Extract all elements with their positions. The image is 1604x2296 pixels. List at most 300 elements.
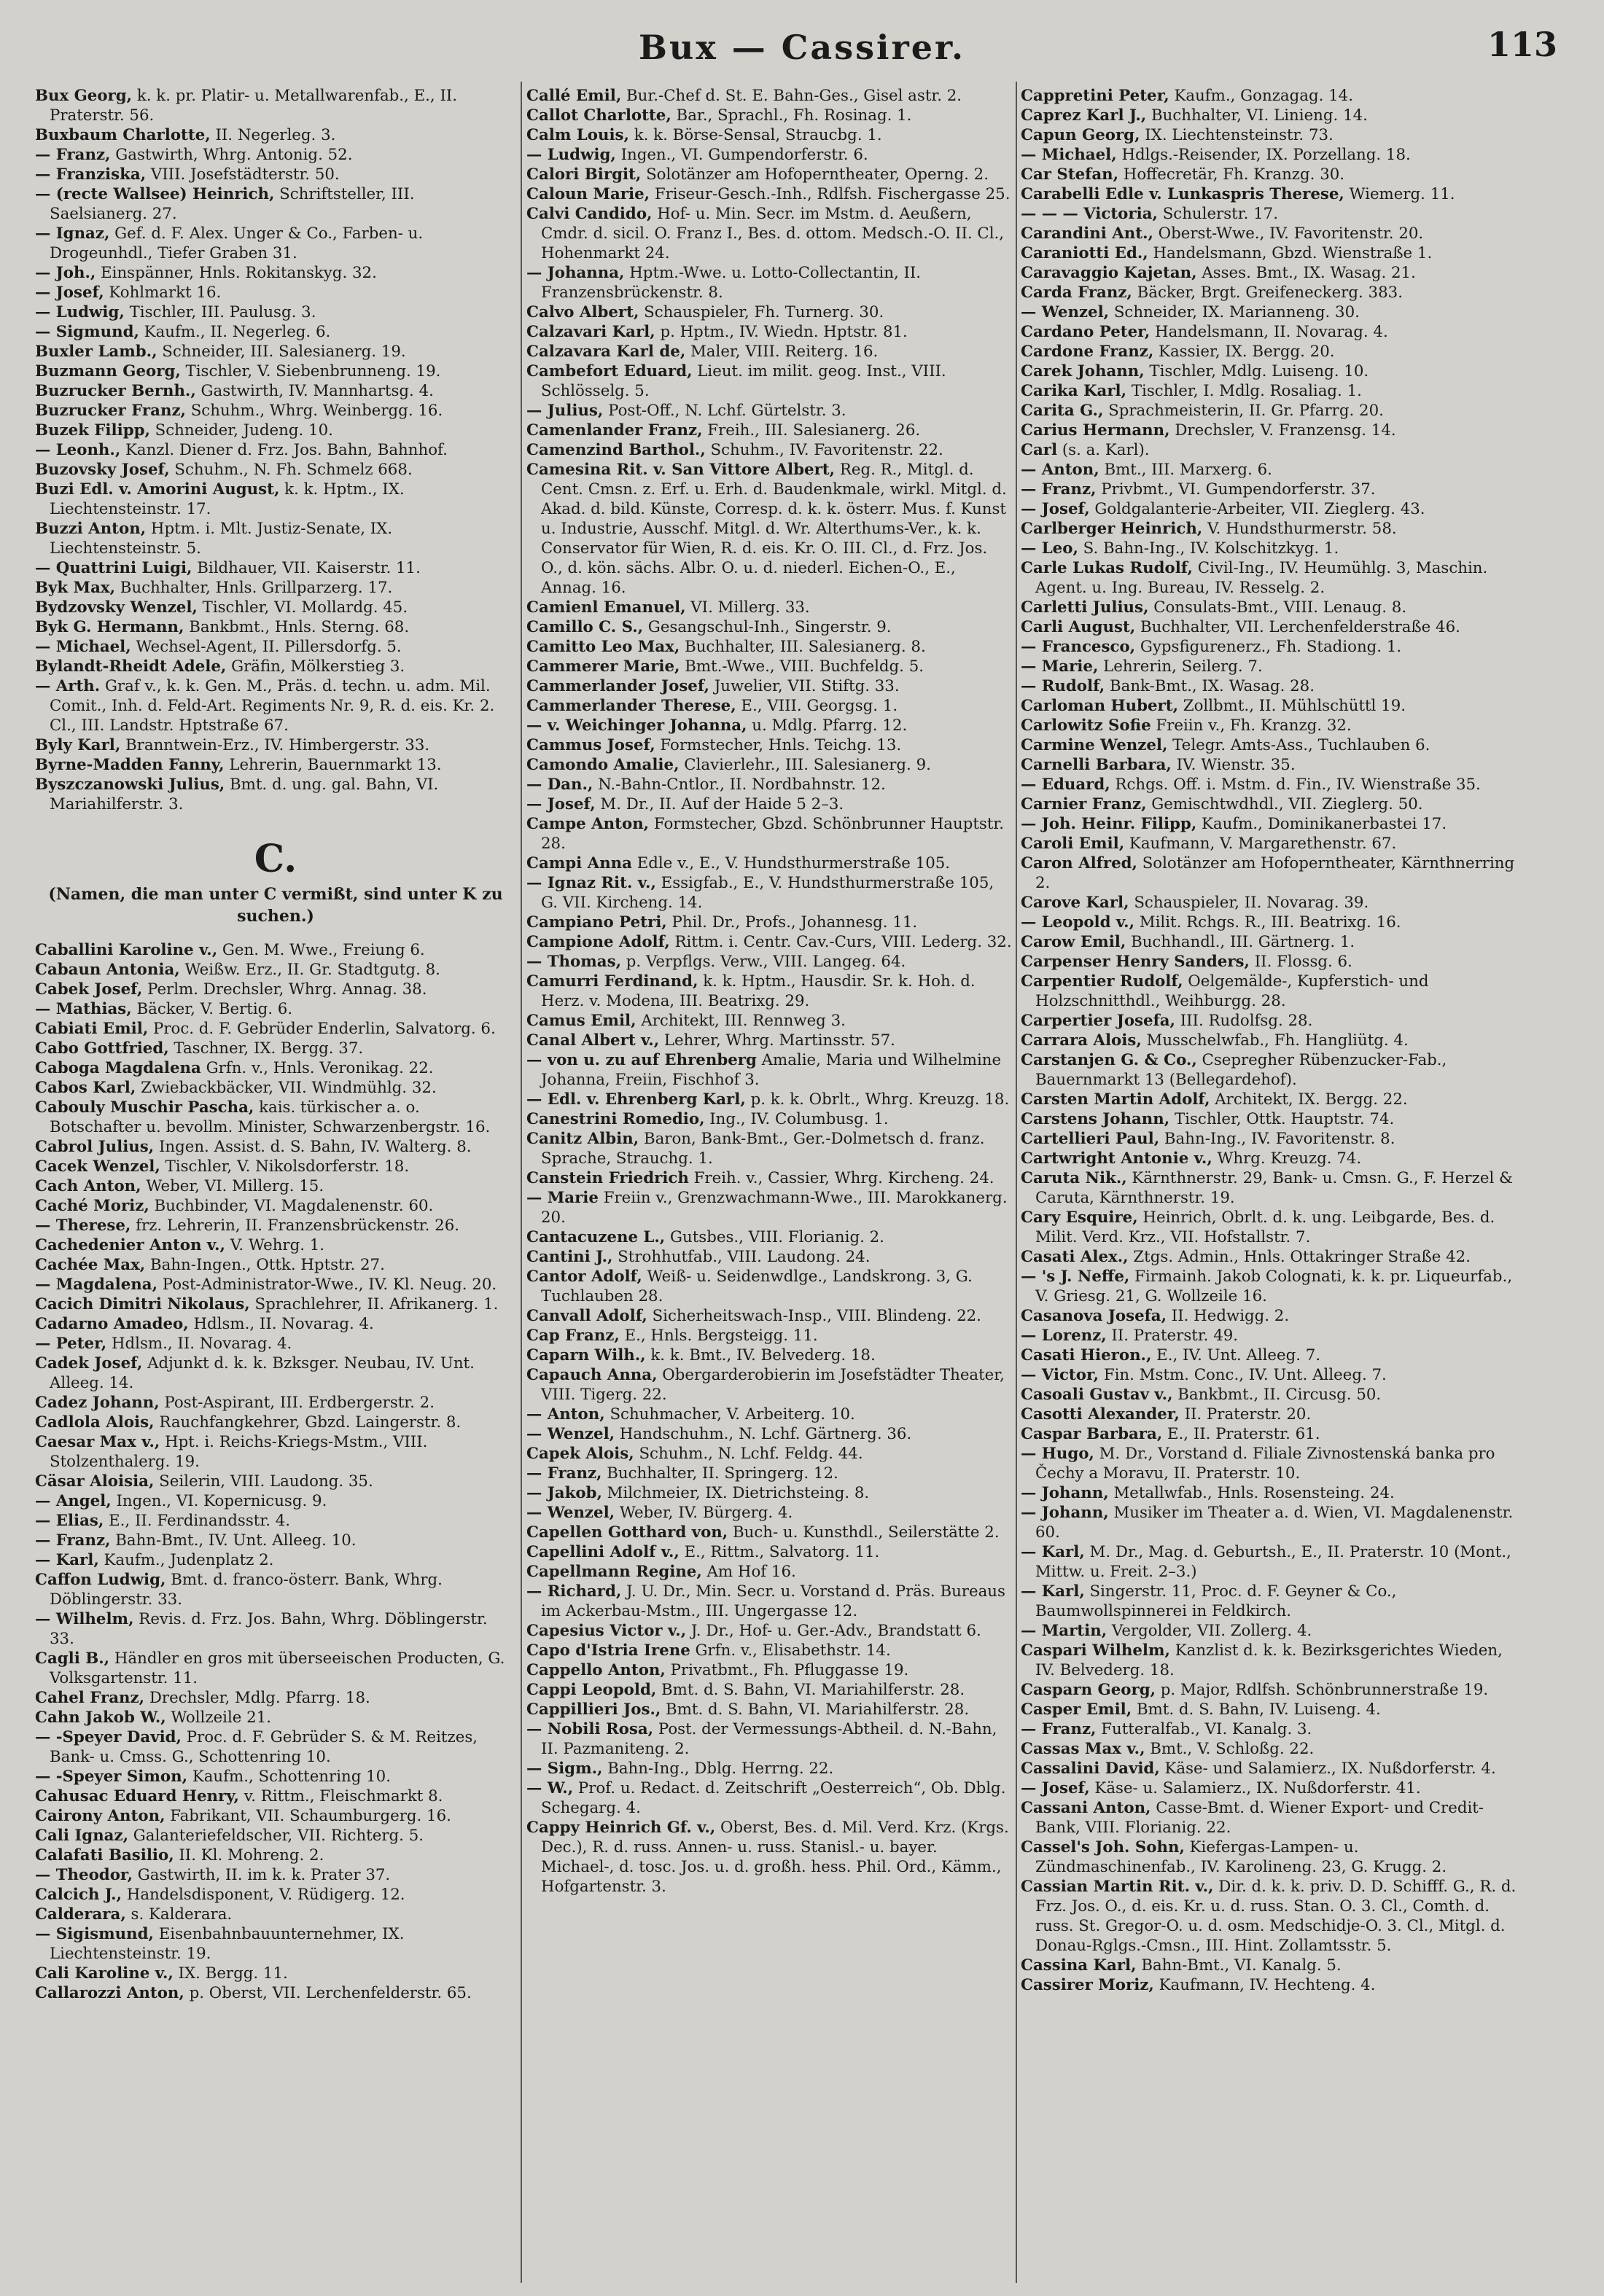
entry-details: Lehrerin, Seilerg. 7. — [1098, 657, 1263, 676]
entry-name: Capek Alois, — [526, 1445, 634, 1463]
entry-details: Bäcker, V. Bertig. 6. — [131, 1000, 293, 1018]
entry-details: II. Hedwigg. 2. — [1167, 1307, 1290, 1325]
entry-details: Hdlsm., II. Novarag. 4. — [188, 1315, 374, 1333]
directory-entry — [1021, 893, 1524, 913]
directory-entry — [526, 1641, 1012, 1660]
directory-entry — [35, 980, 516, 999]
entry-name: Carstanjen G. & Co., — [1021, 1051, 1197, 1069]
directory-entry — [1021, 283, 1524, 302]
entry-name: — Jakob, — [526, 1484, 602, 1502]
entry-name: Camenlander Franz, — [526, 421, 703, 440]
entry-details: Gastwirth, IV. Mannhartsg. 4. — [195, 382, 434, 400]
entry-name: Caruta Nik., — [1021, 1169, 1127, 1187]
directory-entry — [35, 1019, 516, 1039]
entry-name: Capellmann Regine, — [526, 1563, 702, 1581]
directory-entry — [526, 755, 1012, 775]
directory-entry — [35, 940, 516, 960]
directory-entry — [1021, 480, 1524, 499]
entry-name: Cantacuzene L., — [526, 1228, 666, 1246]
directory-entry — [526, 735, 1012, 755]
entry-name: — Edl. v. Ehrenberg Karl, — [526, 1090, 746, 1109]
entry-details: Edle v., E., V. Hundsthurmerstraße 105. — [631, 854, 951, 872]
directory-entry — [35, 1334, 516, 1354]
entry-details: Futteralfab., VI. Kanalg. 3. — [1096, 1720, 1312, 1738]
entry-name: Cabiati Emil, — [35, 1020, 149, 1038]
entry-details: Gutsbes., VIII. Florianig. 2. — [665, 1228, 884, 1246]
entry-details: Goldgalanterie-Arbeiter, VII. Zieglerg. 43. — [1089, 500, 1425, 518]
directory-entry — [35, 1196, 516, 1216]
entry-name: — Joh., — [35, 264, 96, 282]
entry-name: Buzrucker Bernh., — [35, 382, 196, 400]
entry-name: Cali Karoline v., — [35, 1964, 174, 1983]
entry-name: Buzek Filipp, — [35, 421, 150, 440]
directory-entry — [1021, 440, 1524, 460]
directory-entry — [35, 1432, 516, 1472]
entry-name: — Angel, — [35, 1492, 112, 1510]
entry-name: Casoali Gustav v., — [1021, 1386, 1173, 1404]
entry-details: p. Hptm., IV. Wiedn. Hptstr. 81. — [655, 323, 908, 341]
entry-name: Cabos Karl, — [35, 1079, 136, 1097]
directory-entry — [1021, 342, 1524, 362]
entry-name: Bydzovsky Wenzel, — [35, 598, 198, 617]
entry-details: Tischler, V. Siebenbrunneng. 19. — [180, 362, 441, 380]
directory-entry — [35, 381, 516, 401]
entry-name: Bylandt-Rheidt Adele, — [35, 657, 227, 676]
entry-details: Gastwirth, Whrg. Antonig. 52. — [110, 146, 353, 164]
directory-entry — [526, 1129, 1012, 1168]
directory-entry — [35, 125, 516, 145]
entry-name: Cappi Leopold, — [526, 1681, 657, 1699]
entry-name: Carita G., — [1021, 402, 1104, 420]
directory-entry — [526, 165, 1012, 184]
entry-details: Proc. d. F. Gebrüder Enderlin, Salvatorg. 6. — [148, 1020, 496, 1038]
directory-entry — [526, 1405, 1012, 1424]
entry-name: Canestrini Romedio, — [526, 1110, 705, 1128]
entry-details: Oelgemälde-, Kupferstich- und Holzschnitthdl., Weihburgg. 28. — [1035, 972, 1429, 1010]
entry-details: Am Hof 16. — [701, 1563, 796, 1581]
directory-entry — [1021, 106, 1524, 125]
entry-details: Fin. Mstm. Conc., IV. Unt. Alleeg. 7. — [1099, 1366, 1387, 1384]
column-2 — [526, 86, 1012, 2287]
directory-entry — [35, 558, 516, 578]
directory-entry — [526, 794, 1012, 814]
entry-details: Post. der Vermessungs-Abtheil. d. N.-Bahn, II. Pazmaniteng. 2. — [541, 1720, 997, 1758]
entry-name: Calori Birgit, — [526, 165, 642, 184]
entry-name: — Franziska, — [35, 165, 147, 184]
entry-name: — Johann, — [1021, 1504, 1109, 1522]
directory-entry — [526, 204, 1012, 263]
entry-details: Amalie, Maria und Wilhelmine Johanna, Freiin, Fischhof 3. — [541, 1051, 1002, 1089]
column-3 — [1021, 86, 1524, 2287]
directory-entry — [526, 342, 1012, 362]
directory-entry — [1021, 814, 1524, 834]
entry-details: Obergarderobierin im Josefstädter Theater, VIII. Tigerg. 22. — [541, 1366, 1005, 1404]
entry-name: Campe Anton, — [526, 815, 650, 833]
directory-entry — [526, 1109, 1012, 1129]
directory-entry — [35, 302, 516, 322]
entry-name: Carpenser Henry Sanders, — [1021, 953, 1250, 971]
entry-name: Canal Albert v., — [526, 1031, 660, 1050]
entry-name: Cassas Max v., — [1021, 1740, 1145, 1758]
entry-name: Carlowitz Sofie — [1021, 716, 1151, 735]
entry-name: Caraniotti Ed., — [1021, 244, 1148, 262]
entry-details: Schuhm., IV. Favoritenstr. 22. — [705, 441, 943, 459]
directory-entry — [526, 1227, 1012, 1247]
directory-entry — [1021, 1739, 1524, 1759]
directory-entry — [1021, 1641, 1524, 1680]
directory-entry — [526, 421, 1012, 440]
directory-entry — [1021, 1267, 1524, 1306]
entry-details: Schriftsteller, III. Saelsianerg. 27. — [50, 185, 415, 223]
entry-details: Bmt., III. Marxerg. 6. — [1099, 461, 1272, 479]
directory-entry — [35, 1216, 516, 1235]
directory-entry — [1021, 362, 1524, 381]
entry-name: Carsten Martin Adolf, — [1021, 1090, 1210, 1109]
entry-details: Bmt. d. S. Bahn, VI. Mariahilferstr. 28. — [656, 1681, 965, 1699]
directory-entry — [526, 598, 1012, 617]
directory-entry — [35, 1058, 516, 1078]
directory-entry — [35, 578, 516, 598]
directory-entry — [35, 1176, 516, 1196]
directory-entry — [1021, 1109, 1524, 1129]
directory-entry — [1021, 165, 1524, 184]
entry-details: Kärnthnerstr. 29, Bank- u. Cmsn. G., F. Herzel & Caruta, Kärnthnerstr. 19. — [1035, 1169, 1513, 1207]
entry-details: v. Rittm., Fleischmarkt 8. — [238, 1787, 443, 1805]
directory-entry — [1021, 302, 1524, 322]
entry-name: — Ignaz Rit. v., — [526, 874, 656, 892]
entry-details: Privbmt., VI. Gumpendorferstr. 37. — [1096, 480, 1376, 499]
entry-details: Bmt. d. ung. gal. Bahn, VI. Mariahilferstr. 3. — [50, 776, 439, 813]
entry-details: Handelsdisponent, V. Rüdigerg. 12. — [122, 1886, 405, 1904]
entry-details: Csepregher Rübenzucker-Fab., Bauernmarkt 13 (Bellegardehof). — [1035, 1051, 1447, 1089]
entry-name: Capesius Victor v., — [526, 1622, 687, 1640]
directory-entry — [1021, 499, 1524, 519]
entry-details: Schulerstr. 17. — [1157, 205, 1278, 223]
entry-details: Dir. d. k. k. priv. D. D. Schifff. G., R. d. Frz. Jos. O., d. eis. Kr. u. d. russ. Stan. O. 3. Cl., Comth. d. russ. St. Gregor-O. u. d. osm. Medschidje-O. 3. Cl., Mitgl. d. Donau-Rglgs.-Cmsn., III. Hint. Zollamtsstr. 5. — [1035, 1878, 1517, 1955]
entry-name: Caloun Marie, — [526, 185, 650, 203]
entry-name: Cadlola Alois, — [35, 1413, 155, 1432]
entry-details: Galanteriefeldscher, VII. Richterg. 5. — [128, 1827, 424, 1845]
page-title: Bux — Cassirer. — [639, 28, 965, 67]
directory-entry — [526, 106, 1012, 125]
entry-details: Gesangschul-Inh., Singerstr. 9. — [643, 618, 892, 636]
entry-name: Carli August, — [1021, 618, 1136, 636]
entry-name: Carnelli Barbara, — [1021, 756, 1172, 774]
directory-entry — [1021, 401, 1524, 421]
directory-entry — [35, 1649, 516, 1688]
directory-entry — [526, 1050, 1012, 1090]
entry-name: Campione Adolf, — [526, 933, 670, 951]
entry-name: Cardano Peter, — [1021, 323, 1151, 341]
entry-details: Bank-Bmt., IX. Wasag. 28. — [1105, 677, 1315, 695]
entry-name: Buzmann Georg, — [35, 362, 181, 380]
entry-name: Buxler Lamb., — [35, 343, 157, 361]
entry-details: Fabrikant, VII. Schaumburgerg. 16. — [165, 1807, 451, 1825]
entry-details: II. Negerleg. 3. — [210, 126, 336, 144]
entry-name: Carabelli Edle v. Lunkaspris Therese, — [1021, 185, 1344, 203]
directory-entry — [1021, 657, 1524, 676]
entry-details: Adjunkt d. k. k. Bzksger. Neubau, IV. Unt. Alleeg. 14. — [50, 1354, 475, 1392]
entry-details: Buchhalter, III. Salesianerg. 8. — [680, 638, 926, 656]
entry-details: Ztgs. Admin., Hnls. Ottakringer Straße 42. — [1128, 1248, 1471, 1266]
entry-details: Proc. d. F. Gebrüder S. & M. Reitzes, Bank- u. Cmss. G., Schottenring 10. — [50, 1728, 478, 1766]
entry-details: Bmt.-Wwe., VIII. Buchfeldg. 5. — [680, 657, 924, 676]
directory-entry — [35, 1924, 516, 1964]
directory-entry — [35, 1570, 516, 1609]
entry-name: — Therese, — [35, 1217, 131, 1235]
entry-name: Carl — [1021, 441, 1058, 459]
entry-details: Freih., III. Salesianerg. 26. — [702, 421, 921, 440]
entry-details: Kaufm., Gonzagag. 14. — [1169, 87, 1354, 105]
entry-details: M. Dr., Mag. d. Geburtsh., E., II. Praterstr. 10 (Mont., Mittw. u. Freit. 2–3.) — [1035, 1543, 1511, 1581]
page-header — [0, 23, 1604, 74]
directory-entry — [1021, 125, 1524, 145]
directory-entry — [35, 1472, 516, 1491]
directory-entry — [1021, 1798, 1524, 1838]
entry-details: Whrg. Kreuzg. 74. — [1212, 1149, 1362, 1168]
directory-entry — [1021, 1621, 1524, 1641]
entry-name: Casper Emil, — [1021, 1700, 1132, 1719]
directory-entry — [1021, 381, 1524, 401]
directory-entry — [1021, 1405, 1524, 1424]
entry-details: Bar., Sprachl., Fh. Rosinag. 1. — [671, 106, 912, 125]
entry-details: p. k. k. Obrlt., Whrg. Kreuzg. 18. — [745, 1090, 1010, 1109]
directory-entry — [1021, 913, 1524, 932]
entry-details: IX. Bergg. 11. — [173, 1964, 288, 1983]
directory-entry — [1021, 145, 1524, 165]
directory-entry — [526, 1660, 1012, 1680]
entry-name: — Marie, — [1021, 657, 1099, 676]
directory-entry — [35, 598, 516, 617]
entry-name: Cabek Josef, — [35, 980, 143, 999]
entry-details: Revis. d. Frz. Jos. Bahn, Whrg. Döblingerstr. 33. — [50, 1610, 488, 1648]
directory-entry — [1021, 204, 1524, 224]
entry-details: Telegr. Amts-Ass., Tuchlauben 6. — [1167, 736, 1430, 754]
entry-name: Caprez Karl J., — [1021, 106, 1147, 125]
entry-list — [35, 86, 516, 814]
entry-details: Bur.-Chef d. St. E. Bahn-Ges., Gisel astr. 2. — [621, 87, 962, 105]
column-1 — [35, 86, 516, 2287]
entry-name: Camesina Rit. v. San Vittore Albert, — [526, 461, 836, 479]
entry-name: Cary Esquire, — [1021, 1208, 1138, 1227]
directory-entry — [526, 1090, 1012, 1109]
entry-details: Musschelwfab., Fh. Hangliütg. 4. — [1141, 1031, 1409, 1050]
entry-details: Buchhalter, VII. Lerchenfelderstraße 46. — [1135, 618, 1460, 636]
entry-name: — Lorenz, — [1021, 1327, 1107, 1345]
directory-entry — [1021, 558, 1524, 598]
directory-entry — [35, 322, 516, 342]
entry-details: Wiemerg. 11. — [1344, 185, 1455, 203]
entry-name: — (recte Wallsee) Heinrich, — [35, 185, 275, 203]
directory-entry — [526, 716, 1012, 735]
directory-entry — [1021, 1090, 1524, 1109]
directory-entry — [526, 460, 1012, 598]
entry-details: Milit. Rchgs. R., III. Beatrixg. 16. — [1134, 913, 1401, 932]
directory-entry — [526, 932, 1012, 952]
entry-name: Cäsar Aloisia, — [35, 1472, 155, 1491]
directory-entry — [35, 1806, 516, 1826]
directory-entry — [1021, 794, 1524, 814]
entry-name: Carpertier Josefa, — [1021, 1012, 1175, 1030]
entry-name: Calafati Basilio, — [35, 1846, 174, 1864]
entry-name: Camillo C. S., — [526, 618, 644, 636]
entry-details: Kaufm., Schottenring 10. — [187, 1768, 391, 1786]
directory-entry — [526, 184, 1012, 204]
directory-entry — [35, 263, 516, 283]
directory-entry — [526, 302, 1012, 322]
entry-name: — Leonh., — [35, 441, 121, 459]
entry-name: Casanova Josefa, — [1021, 1307, 1167, 1325]
entry-name: Carletti Julius, — [1021, 598, 1149, 617]
directory-entry — [1021, 1326, 1524, 1346]
directory-entry — [1021, 243, 1524, 263]
section-letter: C. — [254, 837, 297, 881]
entry-name: Camitto Leo Max, — [526, 638, 680, 656]
directory-entry — [526, 1464, 1012, 1483]
directory-entry — [35, 1964, 516, 1983]
entry-name: Byk G. Hermann, — [35, 618, 184, 636]
directory-entry — [1021, 1700, 1524, 1719]
entry-name: Cagli B., — [35, 1649, 110, 1668]
entry-details: Buch- u. Kunsthdl., Seilerstätte 2. — [728, 1523, 1000, 1542]
directory-entry — [526, 1523, 1012, 1542]
entry-name: Casati Hieron., — [1021, 1346, 1152, 1364]
directory-entry — [526, 1444, 1012, 1464]
directory-entry — [526, 1778, 1012, 1818]
entry-name: Campiano Petri, — [526, 913, 667, 932]
directory-entry — [526, 1247, 1012, 1267]
entry-name: Carove Karl, — [1021, 894, 1129, 912]
directory-entry — [1021, 1424, 1524, 1444]
entry-name: Calm Louis, — [526, 126, 629, 144]
entry-details: Ing., IV. Columbusg. 1. — [704, 1110, 889, 1128]
directory-entry — [1021, 1877, 1524, 1956]
entry-details: Strohhutfab., VIII. Laudong. 24. — [612, 1248, 871, 1266]
entry-name: Calcich J., — [35, 1886, 122, 1904]
entry-name: Cabo Gottfried, — [35, 1039, 169, 1058]
entry-name: Cacich Dimitri Nikolaus, — [35, 1295, 250, 1313]
directory-entry — [1021, 1759, 1524, 1778]
directory-entry — [526, 1700, 1012, 1719]
entry-name: — Franz, — [1021, 1720, 1097, 1738]
entry-details: Branntwein-Erz., IV. Himbergerstr. 33. — [120, 736, 430, 754]
entry-details: Schneider, III. Salesianerg. 19. — [157, 343, 406, 361]
entry-details: Tischler, I. Mdlg. Rosaliag. 1. — [1126, 382, 1362, 400]
entry-details: Wechsel-Agent, II. Pillersdorfg. 5. — [131, 638, 402, 656]
entry-details: Einspänner, Hnls. Rokitanskyg. 32. — [96, 264, 377, 282]
directory-entry — [35, 1826, 516, 1846]
directory-entry — [1021, 1444, 1524, 1483]
entry-name: Campi Anna — [526, 854, 632, 872]
entry-name: — Nobili Rosa, — [526, 1720, 654, 1738]
entry-name: Caesar Max v., — [35, 1433, 160, 1451]
directory-entry — [1021, 1542, 1524, 1582]
entry-details: M. Dr., Vorstand d. Filiale Zivnostenská banka pro Čechy a Moravu, II. Praterstr. 10. — [1035, 1445, 1495, 1483]
directory-entry — [35, 1531, 516, 1550]
directory-entry — [526, 873, 1012, 913]
entry-name: Cartellieri Paul, — [1021, 1130, 1160, 1148]
entry-name: — Ignaz, — [35, 224, 110, 243]
entry-details: E., VIII. Georgsg. 1. — [736, 697, 898, 715]
entry-details: Kaufm., II. Negerleg. 6. — [139, 323, 331, 341]
entry-details: Freiin v., Fh. Kranzg. 32. — [1151, 716, 1352, 735]
entry-name: Caballini Karoline v., — [35, 941, 218, 959]
directory-entry — [1021, 1582, 1524, 1621]
directory-entry — [35, 1885, 516, 1905]
entry-name: Cahusac Eduard Henry, — [35, 1787, 239, 1805]
directory-entry — [1021, 1778, 1524, 1798]
entry-details: Händler en gros mit überseeischen Producten, G. Volksgartenstr. 11. — [50, 1649, 505, 1687]
entry-name: — Michael, — [1021, 146, 1117, 164]
entry-details: Prof. u. Redact. d. Zeitschrift „Oesterreich“, Ob. Dblg. Schegarg. 4. — [541, 1779, 1006, 1817]
directory-entry — [1021, 716, 1524, 735]
entry-details: k. k. Hptm., Hausdir. Sr. k. Hoh. d. Herz. v. Modena, III. Beatrixg. 29. — [541, 972, 976, 1010]
entry-name: Capellen Gotthard von, — [526, 1523, 728, 1542]
entry-name: — Sigismund, — [35, 1925, 154, 1943]
entry-name: Cardone Franz, — [1021, 343, 1154, 361]
entry-details: Lieut. im milit. geog. Inst., VIII. Schlösselg. 5. — [541, 362, 946, 400]
entry-details: Reg. R., Mitgl. d. Cent. Cmsn. z. Erf. u. Erh. d. Baudenkmale, wirkl. Mitgl. d. Akad. d. bild. Künste, Corresp. d. k. k. österr. Mus. f. Kunst u. Industrie, Ausschf. Mitgl. d. Wr. Alterthums-Ver., k. k. Conservator für Wien, R. d. eis. Kr. O. III. Cl., d. Frz. Jos. O., d. kön. sächs. Albr. O. u. d. niederl. Eichen-O., E., Annag. 16. — [541, 461, 1007, 597]
entry-details: Schuhm., N. Lchf. Feldg. 44. — [634, 1445, 863, 1463]
directory-entry — [1021, 1503, 1524, 1542]
directory-entry — [1021, 184, 1524, 204]
entry-details: Perlm. Drechsler, Whrg. Annag. 38. — [142, 980, 427, 999]
entry-details: Grfn. v., Elisabethstr. 14. — [690, 1641, 891, 1660]
directory-entry — [526, 440, 1012, 460]
entry-details: Oberst, Bes. d. Mil. Verd. Krz. (Krgs. Dec.), R. d. russ. Annen- u. russ. Stanisl.- u. bayer. Michael-, d. tosc. Jos. u. d. großh. hess. Phil. Ord., Kämm., Hofgartenstr. 3. — [541, 1819, 1009, 1896]
entry-details: Freih. v., Cassier, Whrg. Kircheng. 24. — [688, 1169, 994, 1187]
entry-name: — Francesco, — [1021, 638, 1136, 656]
entry-name: Camienl Emanuel, — [526, 598, 686, 617]
entry-name: Cammerer Marie, — [526, 657, 680, 676]
entry-name: — Julius, — [526, 402, 604, 420]
entry-details: Firmainh. Jakob Colognati, k. k. pr. Liqueurfab., V. Griesg. 21, G. Wollzeile 16. — [1035, 1268, 1513, 1305]
entry-details: Käse- und Salamierz., IX. Nußdorferstr. 4. — [1159, 1760, 1496, 1778]
entry-details: V. Hundsthurmerstr. 58. — [1202, 520, 1397, 538]
entry-name: — Johanna, — [526, 264, 625, 282]
entry-details: Ingen. Assist. d. S. Bahn, IV. Walterg. 8. — [154, 1138, 472, 1156]
entry-details: Post-Off., N. Lchf. Gürtelstr. 3. — [603, 402, 846, 420]
entry-details: Graf v., k. k. Gen. M., Präs. d. techn. u. adm. Mil. Comit., Inh. d. Feld-Art. Regiments Nr. 9, R. d. eis. Kr. 2. Cl., III. Landstr. Hptstraße 67. — [50, 677, 495, 735]
entry-name: Buxbaum Charlotte, — [35, 126, 211, 144]
entry-details: Käse- u. Salamierz., IX. Nußdorferstr. 41. — [1089, 1779, 1421, 1797]
entry-details: Solotänzer am Hofoperntheater, Kärnthnerring 2. — [1035, 854, 1515, 892]
entry-details: Gastwirth, II. im k. k. Prater 37. — [132, 1866, 391, 1884]
entry-details: Kohlmarkt 16. — [104, 284, 222, 302]
entry-details: Kanzlist d. k. k. Bezirksgerichtes Wieden, IV. Belvederg. 18. — [1035, 1641, 1503, 1679]
entry-name: Caroli Emil, — [1021, 835, 1125, 853]
directory-entry — [1021, 1838, 1524, 1877]
entry-details: Schneider, Judeng. 10. — [149, 421, 333, 440]
directory-entry — [1021, 1719, 1524, 1739]
entry-name: — Martin, — [1021, 1622, 1107, 1640]
directory-entry — [526, 814, 1012, 854]
entry-name: Capun Georg, — [1021, 126, 1140, 144]
entry-details: Solotänzer am Hofoperntheater, Operng. 2. — [641, 165, 989, 184]
entry-details: k. k. pr. Platir- u. Metallwarenfab., E., II. Praterstr. 56. — [50, 87, 458, 125]
directory-entry — [35, 440, 516, 460]
entry-name: — Karl, — [1021, 1582, 1085, 1601]
entry-name: Carlberger Heinrich, — [1021, 520, 1203, 538]
entry-name: Cammerlander Josef, — [526, 677, 709, 695]
entry-name: Caffon Ludwig, — [35, 1571, 166, 1589]
entry-name: Cammus Josef, — [526, 736, 655, 754]
entry-name: — — — Victoria, — [1021, 205, 1158, 223]
directory-entry — [526, 401, 1012, 421]
directory-entry — [35, 283, 516, 302]
directory-entry — [526, 263, 1012, 302]
directory-entry — [35, 1235, 516, 1255]
